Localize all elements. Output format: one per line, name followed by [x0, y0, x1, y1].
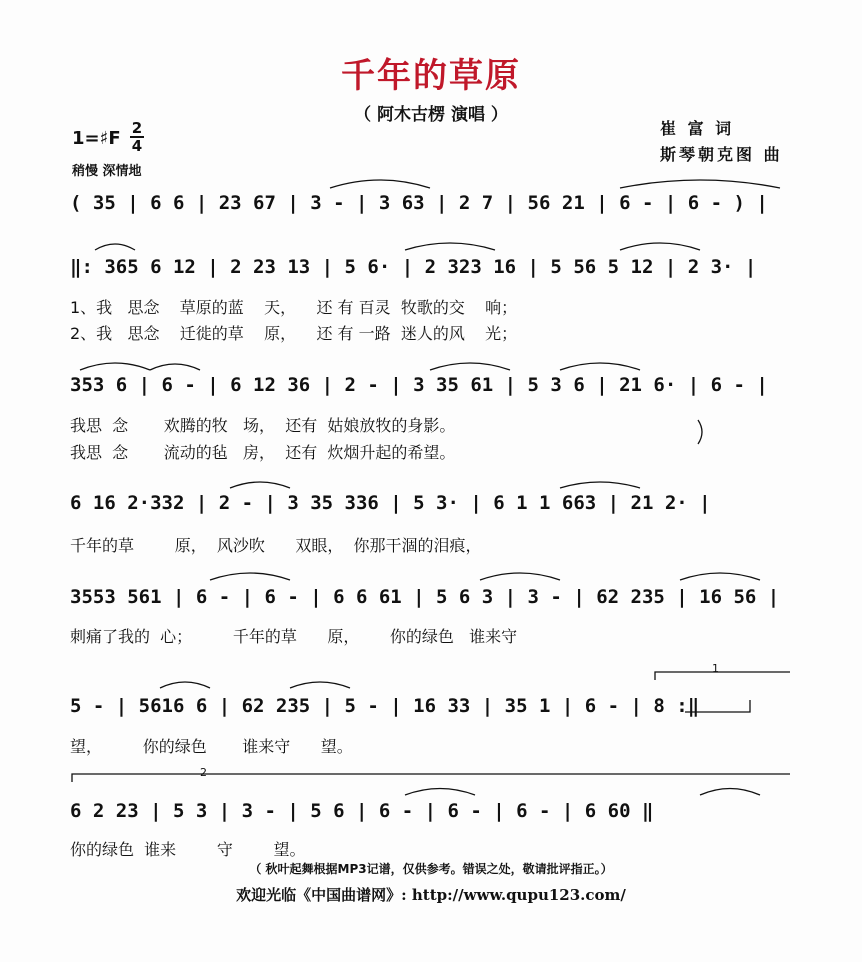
site-footer: 欢迎光临《中国曲谱网》: http://www.qupu123.com/	[236, 886, 626, 904]
composer-credit: 斯琴朝克图 曲	[660, 145, 783, 164]
lyric-line-6: 望， 你的绿色 谁来守 望。	[70, 737, 353, 756]
time-bottom: 4	[131, 137, 143, 155]
score-line-6: 5 - | 5616 6 | 62 235 | 5 - | 16 33 | 35 1 | 6 - | 8 :‖	[70, 695, 700, 717]
lyricist-credit: 崔 富 词	[660, 119, 735, 138]
lyric-line-7: 你的绿色 谁来 守 望。	[70, 840, 306, 859]
credits	[660, 116, 783, 168]
lyric-line-3b: 我思 念 流动的毡 房， 还有 炊烟升起的希望。	[70, 443, 456, 462]
lyric-line-4: 千年的草 原， 风沙吹 双眼， 你那干涸的泪痕，	[70, 536, 482, 555]
lyric-line-3a: 我思 念 欢腾的牧 场， 还有 姑娘放牧的身影。	[70, 416, 456, 435]
tempo-marking: 稍慢 深情地	[72, 164, 142, 179]
score-line-5: 3553 561 | 6 - | 6 - | 6 6 61 | 5 6 3 | 3 - | 62 235 | 16 56 |	[70, 586, 780, 608]
score-line-4: 6 16 2·332 | 2 - | 3 35 336 | 5 3· | 6 1 1 663 | 21 2· |	[70, 492, 711, 514]
song-title: 千年的草原	[341, 56, 521, 96]
volta-1-label: 1	[712, 662, 719, 675]
score-line-2: ‖: 365 6 12 | 2 23 13 | 5 6· | 2 323 16 | 5 56 5 12 | 2 3· |	[70, 256, 757, 278]
lyric-line-2a: 1、我 思念 草原的蓝 天， 还 有 百灵 牧歌的交 响；	[70, 298, 518, 317]
score-line-7: 6 2 23 | 5 3 | 3 - | 5 6 | 6 - | 6 - | 6 - | 6 60 ‖	[70, 800, 654, 822]
volta-2-label: 2	[200, 766, 207, 779]
time-top: 2	[131, 119, 143, 137]
lyric-line-5: 刺痛了我的 心； 千年的草 原， 你的绿色 谁来守	[70, 627, 518, 646]
transcription-note: （ 秋叶起舞根据MP3记谱，仅供参考。错误之处，敬请批评指正。）	[249, 862, 613, 876]
lyric-line-2b: 2、我 思念 迁徙的草 原， 还 有 一路 迷人的风 光；	[70, 324, 518, 343]
performer-subtitle: （ 阿木古楞 演唱 ）	[354, 105, 508, 125]
score-line-1: ( 35 | 6 6 | 23 67 | 3 - | 3 63 | 2 7 | 56 21 | 6 - | 6 - ) |	[70, 192, 768, 214]
score-line-3: 353 6 | 6 - | 6 12 36 | 2 - | 3 35 61 | 5 3 6 | 21 6· | 6 - |	[70, 374, 768, 396]
key-signature: 1=♯F	[72, 128, 121, 149]
time-signature	[130, 120, 144, 154]
